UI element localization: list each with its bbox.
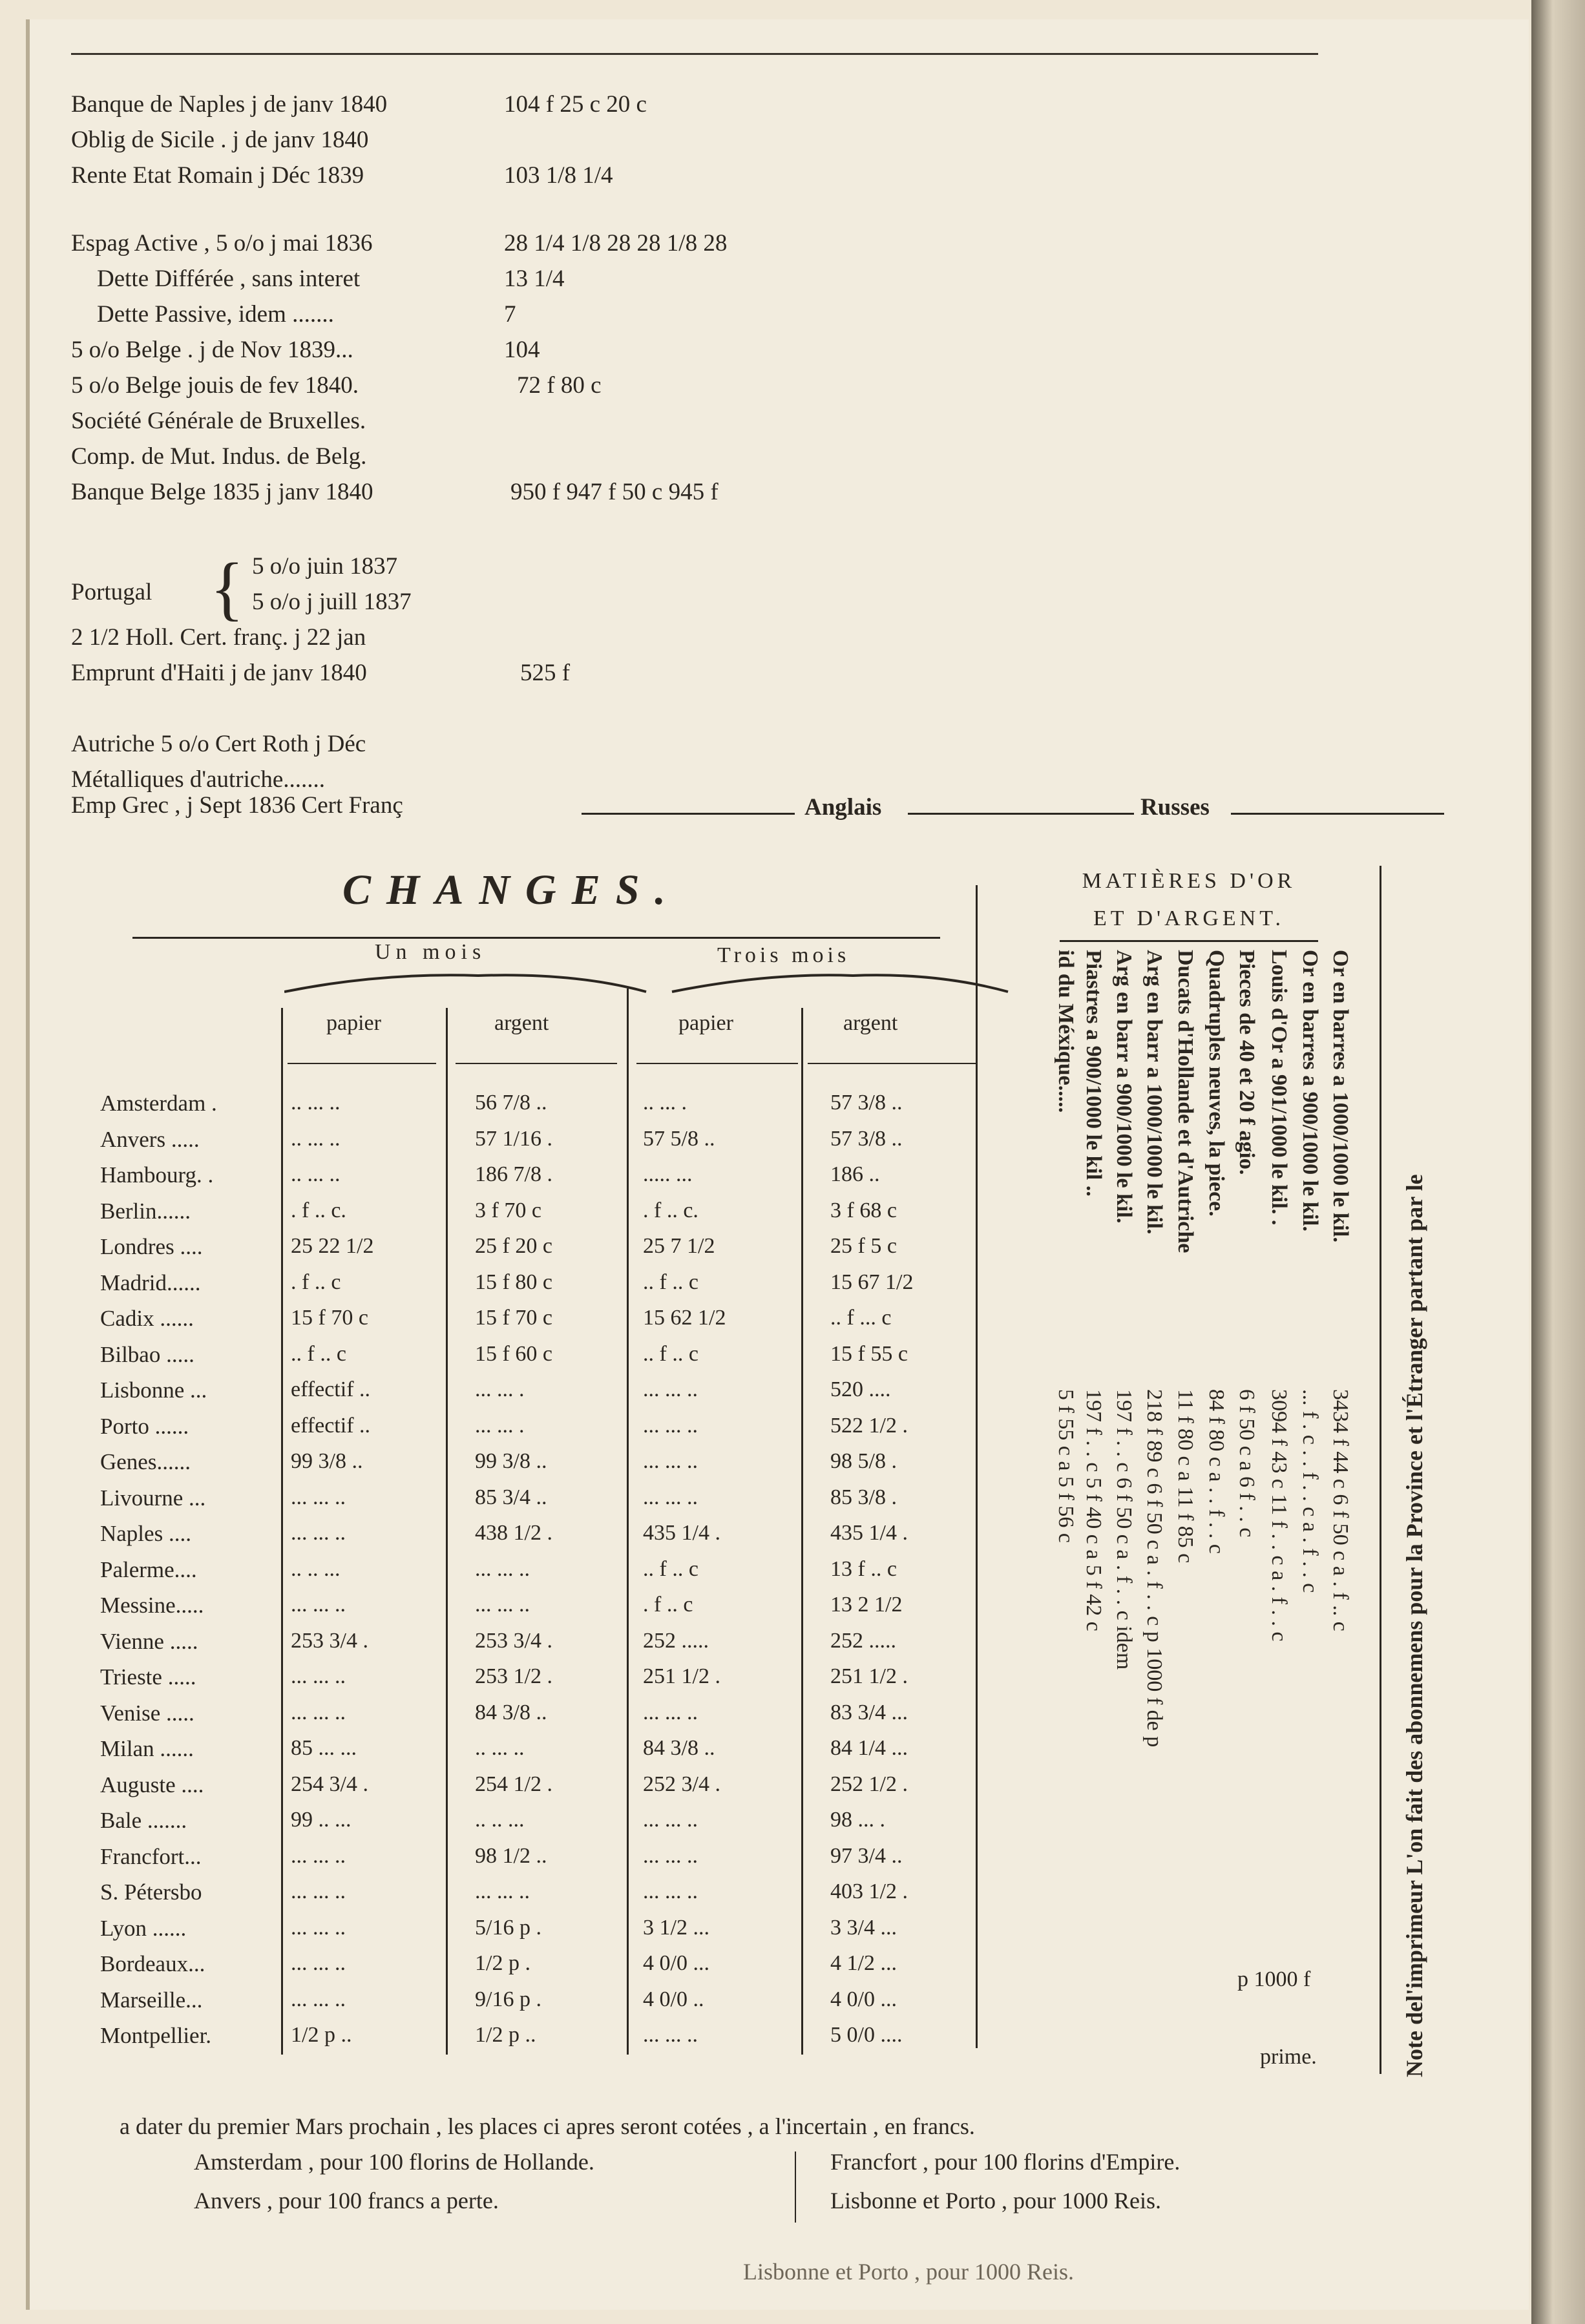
rate-cell: 85 3/8 . [830,1485,897,1509]
rate-cell: 522 1/2 . [830,1414,908,1438]
russes-label: Russes [1140,794,1210,821]
rate-cell: 25 f 20 c [475,1234,552,1258]
rate-cell: 4 0/0 ... [643,1951,709,1975]
rate-cell: 15 f 60 c [475,1342,552,1366]
rate-cell: 13 f .. c [830,1557,897,1581]
rate-cell: ... ... .. [643,2023,698,2047]
p1000-label: p 1000 f [1237,1967,1311,1991]
rule [808,1063,976,1064]
rate-cell: 1/2 p .. [291,2023,352,2047]
footer-note: a dater du premier Mars prochain , les places ci apres seront cotées , a l'incertain , en francs. [120,2113,975,2139]
matiere-value: ... f . c . . f . . c a . f . . c [1298,1389,1322,1593]
rate-cell: 15 f 70 c [475,1306,552,1330]
city-label: Anvers ..... [100,1127,200,1152]
rate-cell: 25 f 5 c [830,1234,897,1258]
rate-cell: 15 67 1/2 [830,1270,914,1294]
rate-cell: 520 .... [830,1377,891,1401]
col-divider [446,1008,448,2055]
matiere-label: Pieces de 40 et 20 f agio. [1235,950,1259,1175]
col-header-argent: argent [494,1011,549,1035]
matiere-value: 3434 f 44 c 6 f 50 c a . f .. c [1328,1389,1352,1631]
rate-cell: .. ... .. [475,1736,525,1760]
rate-cell: .. .. ... [475,1808,525,1832]
city-label: Bale ....... [100,1808,187,1833]
changes-title: CHANGES. [342,866,681,914]
city-label: Vienne ..... [100,1629,198,1654]
matiere-value: 197 f . . c 6 f 50 c a . f . . c idem [1112,1389,1136,1670]
rate-cell: .. ... .. [291,1127,341,1151]
city-label: Berlin...... [100,1199,191,1224]
rate-cell: ... ... .. [643,1844,698,1868]
rate-cell: ... ... . [475,1377,525,1401]
city-label: Cadix ...... [100,1306,194,1331]
city-label: Genes...... [100,1449,191,1474]
col-header-papier: papier [678,1011,733,1035]
rate-cell: 9/16 p . [475,1987,541,2011]
rate-cell: 3 1/2 ... [643,1916,709,1940]
city-label: Amsterdam . [100,1091,217,1116]
rate-cell: 4 1/2 ... [830,1951,897,1975]
binding-edge [1531,0,1585,2324]
matiere-label: Ducats d'Hollande et d'Autriche [1173,950,1197,1253]
rate-cell: ..... ... [643,1162,693,1186]
rate-cell: 251 1/2 . [643,1664,720,1688]
note-imprimeur: Note del'imprimeur L'on fait des abonnemens pour la Province et l'Étranger partant par le [1401,1174,1427,2077]
rate-cell: 83 3/4 ... [830,1701,908,1724]
matiere-label: id du Méxique..... [1054,950,1078,1113]
rate-cell: ... ... .. [291,1664,346,1688]
rate-cell: 15 f 80 c [475,1270,552,1294]
rate-cell: 84 3/8 .. [475,1701,547,1724]
matiere-label: Quadruples neuves, la piece. [1204,950,1228,1217]
rule [288,1063,436,1064]
rate-cell: 98 5/8 . [830,1449,897,1473]
rate-cell: ... ... .. [643,1377,698,1401]
city-label: Trieste ..... [100,1664,196,1690]
rule [456,1063,617,1064]
city-label: Venise ..... [100,1701,194,1726]
footer-divider [795,2151,796,2223]
brace-icon: { [210,549,244,627]
rate-cell: 84 1/4 ... [830,1736,908,1760]
rate-cell: ... ... .. [291,1879,346,1903]
city-label: Bilbao ..... [100,1342,194,1367]
rate-cell: 57 3/8 .. [830,1127,903,1151]
rate-cell: 15 f 70 c [291,1306,368,1330]
rate-cell: 403 1/2 . [830,1879,908,1903]
rate-cell: 4 0/0 ... [830,1987,897,2011]
rate-cell: ... ... .. [291,1701,346,1724]
rate-cell: 85 3/4 .. [475,1485,547,1509]
rate-cell: .. f .. c [291,1342,346,1366]
rule [132,937,940,939]
rate-cell: effectif .. [291,1377,371,1401]
rate-cell: ... ... .. [291,1951,346,1975]
col-header-papier: papier [326,1011,381,1035]
city-label: Lisbonne ... [100,1377,207,1403]
rate-cell: .. ... . [643,1091,687,1115]
rate-cell: 98 ... . [830,1808,885,1832]
rate-cell: 3 f 68 c [830,1199,897,1222]
anglais-label: Anglais [804,794,882,821]
matiere-label: Or en barres a 1000/1000 le kil. [1328,950,1352,1243]
un-mois-header: Un mois [375,940,487,964]
rate-cell: .. f .. c [643,1342,698,1366]
city-label: Porto ...... [100,1414,189,1439]
rate-cell: 186 7/8 . [475,1162,552,1186]
rate-cell: 57 3/8 .. [830,1091,903,1115]
rate-cell: .. ... .. [291,1091,341,1115]
rate-cell: 5 0/0 .... [830,2023,903,2047]
rate-cell: 252 ..... [643,1629,709,1653]
rate-cell: .. f ... c [830,1306,892,1330]
rate-cell: 438 1/2 . [475,1521,552,1545]
col-divider [1380,866,1381,2074]
matiere-value: 84 f 80 c a . . f . . c [1204,1389,1228,1554]
rate-cell: 5/16 p . [475,1916,541,1940]
rate-cell: 435 1/4 . [830,1521,908,1545]
rule [1231,813,1444,815]
rate-cell: 25 22 1/2 [291,1234,374,1258]
rate-cell: .. ... .. [291,1162,341,1186]
rate-cell: ... ... .. [291,1844,346,1868]
footer-bleed: Lisbonne et Porto , pour 1000 Reis. [743,2259,1074,2285]
rate-cell: 252 ..... [830,1629,896,1653]
city-label: Bordeaux... [100,1951,205,1976]
matiere-label: Arg en barr a 1000/1000 le kil. [1142,950,1166,1235]
rate-cell: ... ... .. [643,1701,698,1724]
matiere-label: Louis d'Or a 901/1000 le kil. . [1267,950,1291,1226]
city-label: Londres .... [100,1234,203,1259]
rate-cell: 252 1/2 . [830,1772,908,1796]
city-label: Madrid...... [100,1270,201,1295]
city-label: Messine..... [100,1593,204,1618]
rate-cell: 97 3/4 .. [830,1844,903,1868]
rate-cell: 57 5/8 .. [643,1127,715,1151]
rate-cell: 99 .. ... [291,1808,352,1832]
rate-cell: 98 1/2 .. [475,1844,547,1868]
rate-cell: 25 7 1/2 [643,1234,715,1258]
matiere-label: Arg en barr a 900/1000 le kil. [1112,950,1136,1224]
rate-cell: 57 1/16 . [475,1127,552,1151]
rate-cell: ... ... .. [643,1485,698,1509]
matiere-value: 5 f 55 c a 5 f 56 c [1054,1389,1078,1543]
rate-cell: 1/2 p .. [475,2023,536,2047]
matiere-value: 218 f 89 c 6 f 50 c a . f . . c p 1000 f de p [1142,1389,1166,1748]
matiere-label: Piastres a 900/1000 le kil .. [1082,950,1106,1197]
rate-cell: .. f .. c [643,1557,698,1581]
footer-amsterdam: Amsterdam , pour 100 florins de Hollande. [194,2149,594,2175]
city-label: Livourne ... [100,1485,206,1511]
city-label: Hambourg. . [100,1162,214,1188]
rate-cell: .. .. ... [291,1557,341,1581]
rate-cell: ... ... .. [291,1485,346,1509]
rate-cell: ... ... .. [643,1808,698,1832]
rate-cell: ... ... .. [475,1879,530,1903]
top-rule [71,53,1318,55]
col-divider [627,989,629,2055]
rate-cell: 56 7/8 .. [475,1091,547,1115]
rate-cell: effectif .. [291,1414,371,1438]
rate-cell: 3 3/4 ... [830,1916,897,1940]
rate-cell: 253 3/4 . [475,1629,552,1653]
rule [636,1063,798,1064]
rate-cell: .. f .. c [643,1270,698,1294]
rate-cell: ... ... .. [643,1449,698,1473]
matiere-value: 11 f 80 c a 11 f 85 c [1173,1389,1197,1564]
matiere-value: 197 f . . c 5 f 40 c a 5 f 42 c [1082,1389,1106,1631]
bracket-curves [284,969,1021,995]
city-label: Palerme.... [100,1557,197,1582]
rate-cell: 13 2 1/2 [830,1593,903,1617]
footer-anvers: Anvers , pour 100 francs a perte. [194,2188,499,2214]
rate-cell: ... ... . [475,1414,525,1438]
rate-cell: ... ... .. [643,1879,698,1903]
rate-cell: 252 3/4 . [643,1772,720,1796]
rate-cell: 3 f 70 c [475,1199,541,1222]
rate-cell: 85 ... ... [291,1736,357,1760]
matiere-label: Or en barres a 900/1000 le kil. [1298,950,1322,1232]
col-header-argent: argent [843,1011,898,1035]
matiere-value: 6 f 50 c a 6 f . . c [1235,1389,1259,1538]
trois-mois-header: Trois mois [717,943,850,967]
matieres-title: MATIÈRES D'OR ET D'ARGENT. [1082,869,1296,930]
rate-cell: ... ... .. [643,1414,698,1438]
rate-cell: 254 3/4 . [291,1772,368,1796]
rate-cell: 15 f 55 c [830,1342,908,1366]
rate-cell: 15 62 1/2 [643,1306,726,1330]
city-label: Marseille... [100,1987,203,2013]
rate-cell: 99 3/8 .. [291,1449,363,1473]
rate-cell: ... ... .. [291,1521,346,1545]
city-label: Auguste .... [100,1772,204,1797]
city-label: Lyon ...... [100,1916,187,1941]
rate-cell: 254 1/2 . [475,1772,552,1796]
col-divider [801,1008,803,2055]
rate-cell: 4 0/0 .. [643,1987,704,2011]
rate-cell: ... ... .. [291,1916,346,1940]
rate-cell: . f .. c. [643,1199,698,1222]
city-label: Francfort... [100,1844,202,1869]
footer-lisbonne: Lisbonne et Porto , pour 1000 Reis. [830,2188,1161,2214]
rate-cell: ... ... .. [475,1593,530,1617]
col-divider [281,1008,283,2055]
rule [908,813,1134,815]
rate-cell: . f .. c [643,1593,693,1617]
col-divider [976,885,978,2048]
rate-cell: . f .. c. [291,1199,346,1222]
city-label: Milan ...... [100,1736,194,1761]
rate-cell: 84 3/8 .. [643,1736,715,1760]
rule [1060,940,1318,942]
rate-cell: 251 1/2 . [830,1664,908,1688]
rate-cell: . f .. c [291,1270,341,1294]
city-label: Montpellier. [100,2023,212,2048]
matiere-value: 3094 f 43 c 11 f . . c a . f . . c [1267,1389,1291,1642]
rate-cell: 253 1/2 . [475,1664,552,1688]
city-label: S. Pétersbo [100,1879,202,1905]
rate-cell: 435 1/4 . [643,1521,720,1545]
rule [582,813,795,815]
rate-cell: 99 3/8 .. [475,1449,547,1473]
footer-francfort: Francfort , pour 100 florins d'Empire. [830,2149,1181,2175]
rate-cell: ... ... .. [291,1593,346,1617]
rate-cell: 1/2 p . [475,1951,530,1975]
rate-cell: ... ... .. [291,1987,346,2011]
rate-cell: 253 3/4 . [291,1629,368,1653]
rate-cell: 186 .. [830,1162,880,1186]
prime-label: prime. [1260,2045,1317,2069]
rate-cell: ... ... .. [475,1557,530,1581]
city-label: Naples .... [100,1521,191,1546]
emp-grec-row: Emp Grec , j Sept 1836 Cert Franç [71,792,403,819]
